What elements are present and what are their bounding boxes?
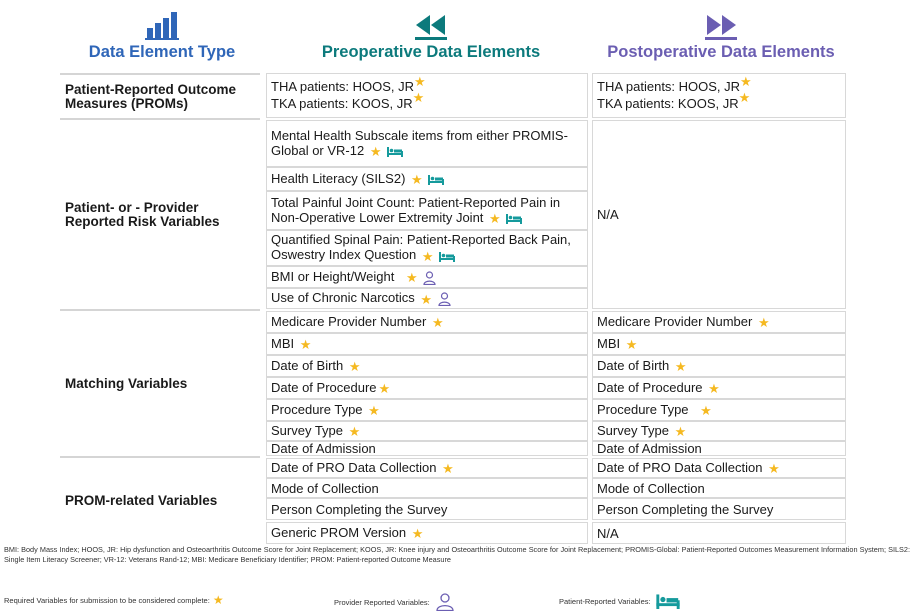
legend-provider	[334, 593, 456, 611]
post-hoos-label: THA patients: HOOS, JR	[597, 79, 741, 95]
star-icon: ★	[405, 270, 418, 286]
fast-forward-icon	[703, 10, 739, 40]
matching-item-label: Survey Type	[597, 422, 670, 438]
prom-related-item	[266, 458, 588, 478]
prom-related-label: Mode of Collection	[597, 480, 705, 496]
matching-item-label: Date of Admission	[597, 441, 702, 456]
risk-item	[266, 266, 588, 288]
star-icon: ★	[740, 73, 752, 89]
category-proms: Patient-Reported Outcome Measures (PROMs)	[60, 73, 260, 118]
patient-bed-icon	[439, 251, 455, 262]
star-icon: ★	[411, 526, 424, 542]
matching-item	[266, 441, 588, 456]
header-data-element-type	[62, 10, 262, 62]
matching-item	[266, 399, 588, 421]
matching-item-label: Medicare Provider Number	[271, 313, 427, 329]
category-matching-variables: Matching Variables	[60, 309, 260, 456]
star-icon: ★	[348, 424, 361, 440]
post-matching-item	[592, 377, 846, 399]
legend	[4, 588, 910, 608]
prom-related-item	[266, 498, 588, 520]
matching-item-label: MBI	[271, 335, 295, 351]
star-icon: ★	[489, 211, 501, 227]
patient-bed-icon	[428, 174, 444, 185]
risk-item-label: Total Painful Joint Count: Patient-Reported Pain in Non-Operative Lower Extremity Joint	[271, 194, 561, 225]
header-preoperative	[300, 10, 562, 62]
star-icon: ★	[420, 291, 433, 307]
matching-item-label: Procedure Type	[597, 401, 689, 417]
risk-item-label: Health Literacy (SILS2)	[271, 170, 406, 186]
risk-item-label: Use of Chronic Narcotics	[271, 290, 415, 306]
prom-related-label: Generic PROM Version	[271, 524, 407, 540]
star-icon: ★	[412, 89, 425, 105]
pre-koos-label: TKA patients: KOOS, JR	[271, 95, 413, 111]
abbreviations-footnote: BMI: Body Mass Index; HOOS, JR: Hip dysfunction and Osteoarthritis Outcome Score for Joint Replacement; KOOS, JR: Knee injury and Osteoarthritis Outcome Score for Joint Replacement; PROMIS-Global: Patient-Reported Outcomes Measurement Information System; SILS2: Single Item Literacy Screener; VR-12: Veterans Rand-12; MBI: Medicare Beneficiary Identifier; PROM: Patient-reported Outcome Measure	[4, 545, 910, 564]
post-prom-related-item	[592, 458, 846, 478]
post-prom-related-item	[592, 498, 846, 520]
patient-bed-icon	[506, 213, 522, 224]
legend-patient-label: Patient-Reported Variables:	[559, 596, 651, 606]
risk-item	[266, 191, 588, 230]
prom-related-label: Person Completing the Survey	[271, 501, 448, 517]
post-matching-item	[592, 399, 846, 421]
star-icon: ★	[421, 248, 434, 264]
prom-related-label: Date of PRO Data Collection	[597, 459, 763, 475]
post-risk-na: N/A	[597, 207, 619, 222]
star-icon: ★	[378, 381, 391, 397]
prom-related-item	[266, 522, 588, 544]
star-icon: ★	[700, 403, 712, 419]
star-icon: ★	[212, 593, 224, 607]
matching-item	[266, 377, 588, 399]
header-title: Preoperative Data Elements	[321, 43, 541, 61]
matching-item	[266, 421, 588, 441]
patient-bed-icon	[655, 593, 681, 609]
risk-item	[266, 167, 588, 191]
prom-related-label: N/A	[597, 525, 619, 541]
post-matching-item	[592, 441, 846, 456]
category-prom-related: PROM-related Variables	[60, 456, 260, 544]
provider-icon	[434, 593, 456, 611]
header-postoperative	[586, 10, 856, 62]
star-icon: ★	[414, 73, 426, 89]
matching-item	[266, 311, 588, 333]
post-risk-cell	[592, 120, 846, 309]
post-proms-cell	[592, 73, 846, 118]
provider-icon	[438, 292, 451, 306]
post-koos-label: TKA patients: KOOS, JR	[597, 95, 739, 111]
star-icon: ★	[369, 144, 382, 160]
star-icon: ★	[625, 337, 638, 353]
pre-hoos-label: THA patients: HOOS, JR	[271, 79, 415, 95]
star-icon: ★	[757, 315, 770, 331]
legend-required-label: Required Variables for submission to be considered complete:	[4, 595, 210, 605]
risk-item-label: BMI or Height/Weight	[271, 268, 395, 284]
bar-chart-icon	[144, 10, 180, 40]
matching-item-label: Date of Birth	[271, 357, 344, 373]
matching-item-label: Survey Type	[271, 422, 344, 438]
risk-item-label: Mental Health Subscale items from either PROMIS-Global or VR-12	[271, 127, 568, 158]
matching-item-label: Procedure Type	[271, 401, 363, 417]
post-matching-item	[592, 333, 846, 355]
star-icon: ★	[431, 315, 444, 331]
risk-item	[266, 120, 588, 167]
star-icon: ★	[411, 172, 423, 188]
star-icon: ★	[674, 424, 687, 440]
prom-related-label: Person Completing the Survey	[597, 501, 774, 517]
prom-related-label: Date of PRO Data Collection	[271, 459, 437, 475]
legend-required	[4, 593, 224, 607]
post-matching-item	[592, 355, 846, 377]
matching-item-label: Medicare Provider Number	[597, 313, 753, 329]
post-prom-related-item	[592, 478, 846, 498]
matching-item-label: Date of Procedure	[271, 379, 377, 395]
star-icon: ★	[299, 337, 312, 353]
star-icon: ★	[768, 461, 780, 477]
header-title: Postoperative Data Elements	[607, 43, 835, 61]
matching-item	[266, 355, 588, 377]
legend-patient	[559, 593, 681, 609]
star-icon: ★	[738, 89, 751, 105]
risk-item	[266, 230, 588, 266]
post-prom-related-item	[592, 522, 846, 544]
star-icon: ★	[348, 359, 361, 375]
star-icon: ★	[442, 461, 454, 477]
risk-item-label: Quantified Spinal Pain: Patient-Reported Back Pain, Oswestry Index Question	[271, 232, 571, 263]
matching-item-label: Date of Birth	[597, 357, 670, 373]
prom-related-label: Mode of Collection	[271, 480, 379, 496]
legend-provider-label: Provider Reported Variables:	[334, 597, 430, 607]
header-title: Data Element Type	[88, 43, 236, 61]
matching-item	[266, 333, 588, 355]
category-risk-variables: Patient- or - Provider Reported Risk Variables	[60, 118, 260, 309]
star-icon: ★	[368, 403, 380, 419]
post-matching-item	[592, 421, 846, 441]
star-icon: ★	[708, 381, 720, 397]
star-icon: ★	[674, 359, 687, 375]
matching-item-label: Date of Admission	[271, 441, 376, 456]
provider-icon	[423, 271, 436, 285]
risk-item	[266, 288, 588, 309]
pre-proms-cell	[266, 73, 588, 118]
rewind-icon	[413, 10, 449, 40]
post-matching-item	[592, 311, 846, 333]
prom-related-item	[266, 478, 588, 498]
matching-item-label: Date of Procedure	[597, 379, 703, 395]
matching-item-label: MBI	[597, 335, 621, 351]
patient-bed-icon	[387, 146, 403, 157]
